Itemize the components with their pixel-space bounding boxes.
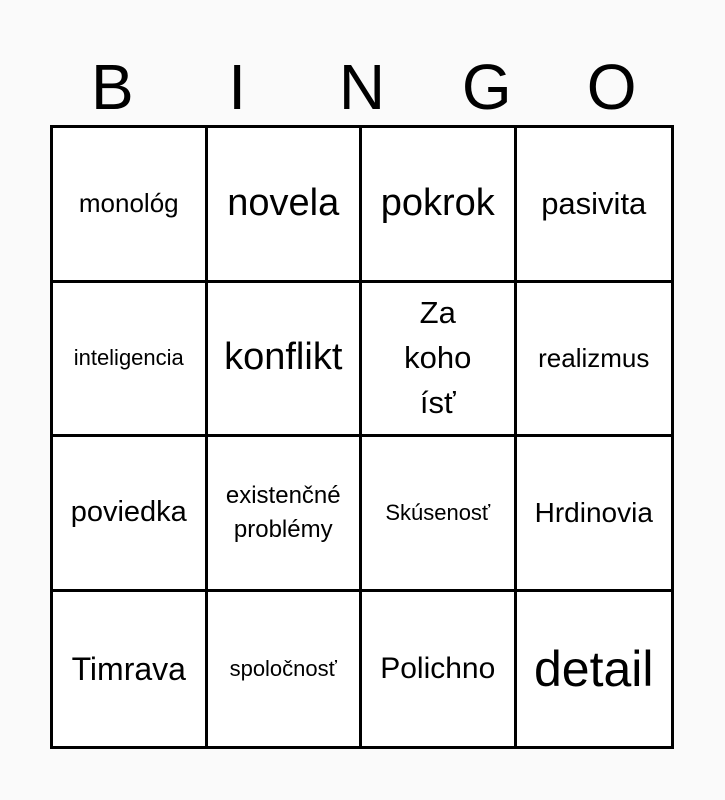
bingo-header: [50, 52, 674, 122]
bingo-cell[interactable]: monológ: [53, 128, 208, 283]
bingo-cell[interactable]: Skúsenosť: [362, 437, 517, 592]
header-letter-n: N: [338, 51, 386, 123]
bingo-cell[interactable]: konflikt: [208, 283, 363, 438]
bingo-cell[interactable]: realizmus: [517, 283, 672, 438]
bingo-cell[interactable]: Za koho ísť: [362, 283, 517, 438]
bingo-cell[interactable]: poviedka: [53, 437, 208, 592]
bingo-cell[interactable]: pokrok: [362, 128, 517, 283]
bingo-cell[interactable]: inteligencia: [53, 283, 208, 438]
bingo-cell[interactable]: Timrava: [53, 592, 208, 747]
bingo-cell[interactable]: Polichno: [362, 592, 517, 747]
bingo-cell[interactable]: Hrdinovia: [517, 437, 672, 592]
header-letter-o: O: [586, 51, 637, 123]
bingo-grid: [50, 125, 674, 749]
bingo-cell[interactable]: novela: [208, 128, 363, 283]
bingo-cell[interactable]: detail: [533, 640, 654, 697]
header-letter-i: I: [228, 51, 247, 123]
header-letter-b: B: [91, 51, 134, 123]
header-letter-g: G: [461, 51, 512, 123]
bingo-cell[interactable]: pasivita: [517, 128, 672, 283]
bingo-cell[interactable]: spoločnosť: [208, 592, 363, 747]
bingo-cell[interactable]: existenčné problémy: [208, 437, 363, 592]
